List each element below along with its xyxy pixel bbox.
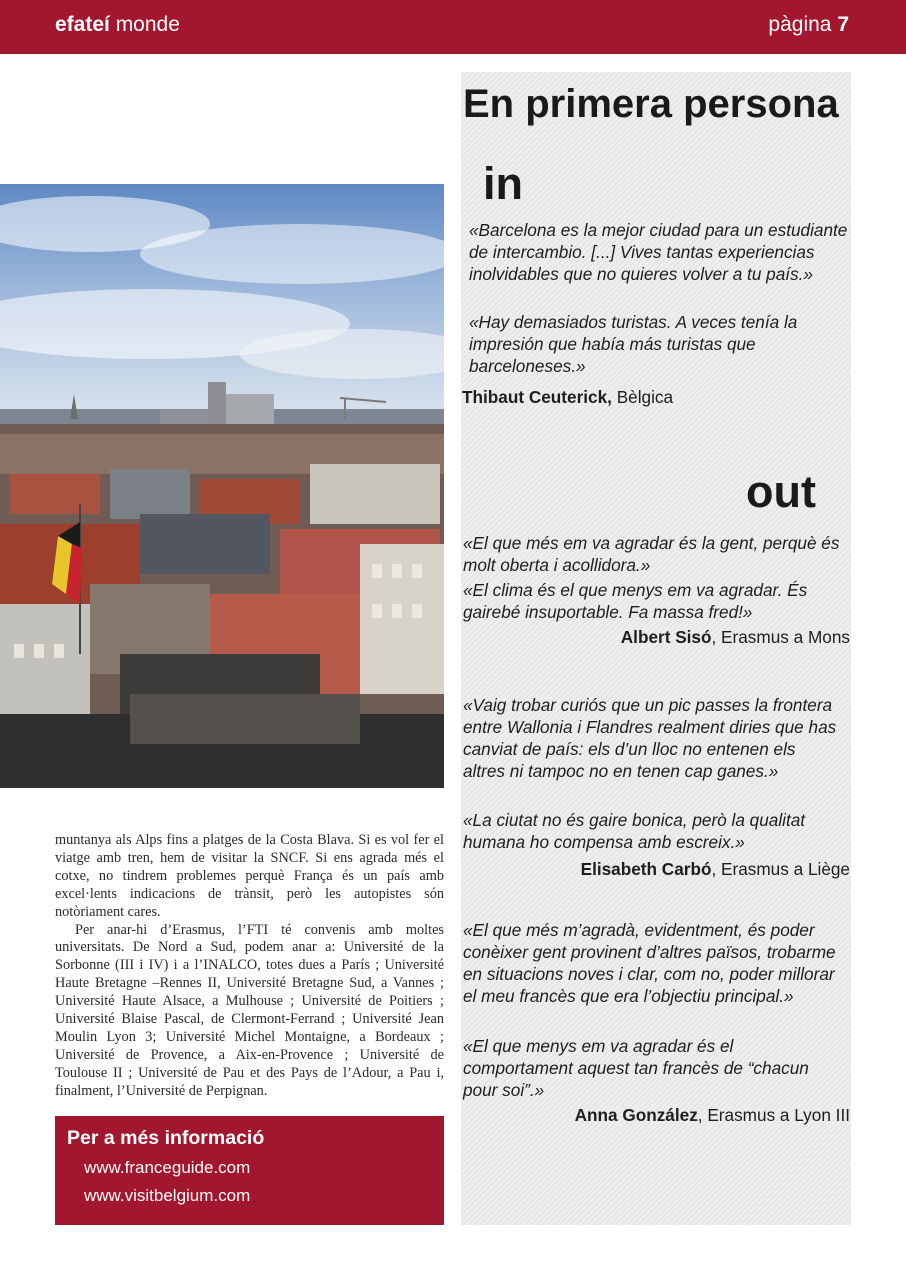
sidebar-heading: En primera persona xyxy=(463,82,839,126)
city-photo xyxy=(0,184,444,788)
quote: «El que menys em va agradar és el comportament aquest tan francès de “chacun pour soi”.» xyxy=(463,1036,809,1100)
brand-bold: efateí xyxy=(55,13,110,36)
more-info-title: Per a més informació xyxy=(67,1127,265,1149)
author-name: Anna González xyxy=(574,1105,698,1125)
testimonials-sidebar xyxy=(461,72,851,1225)
section-out-label: out xyxy=(746,466,816,517)
page-number xyxy=(768,13,849,37)
page-number-value: 7 xyxy=(837,13,849,36)
article-paragraph: Per anar-hi d’Erasmus, l’FTI té convenis amb moltes universitats. De Nord a Sud, podem anar a: Université de la Sorbonne (III i IV) i a l’INALCO, totes dues a París ; Université Haute Bretagne –Rennes II, Université Bretagne Sud, a Vannes ; Université Haute Alsace, a Mulhouse ; Université de Poitiers ; Université Blaise Pascal, de Clermont-Ferrand ; Université Jean Moulin Lyon 3; Université Michel Montaigne, a Bordeaux ; Université de Provence, a Aix-en-Provence ; Université de Toulouse II ; Université de Pau et des Pays de l’Adour, a Pau i, finalment, l’Université de Perpignan. xyxy=(55,921,444,1099)
quote: «Barcelona es la mejor ciudad para un estudiante de intercambio. [...] Vives tantas experiencias inolvidables que no quieres volver a tu país.» xyxy=(469,220,848,284)
author-name: Elisabeth Carbó xyxy=(580,859,712,879)
author-name: Thibaut Ceuterick, xyxy=(462,387,612,407)
author-detail: , Erasmus a Mons xyxy=(711,627,850,647)
quote-author xyxy=(621,627,850,648)
link-visitbelgium[interactable]: www.visitbelgium.com xyxy=(84,1186,251,1205)
quote: «El que més em va agradar és la gent, perquè és molt oberta i acollidora.» xyxy=(463,533,840,575)
author-name: Albert Sisó xyxy=(620,627,712,647)
quote-author xyxy=(462,387,673,408)
brand-rest: monde xyxy=(109,13,180,36)
page-label: pàgina xyxy=(768,13,838,36)
quote-author xyxy=(575,1105,850,1126)
quote: «Hay demasiados turistas. A veces tenía la impresión que había más turistas que barceloneses.» xyxy=(469,312,798,376)
quote: «El que més m’agradà, evidentment, és poder conèixer gent provinent d’altres països, trobarme en situacions noves i clar, com no, poder millorar el meu francès que era l’objectiu principal.» xyxy=(463,920,836,1006)
quote: «Vaig trobar curiós que un pic passes la frontera entre Wallonia i Flandres realment diries que has canviat de país: els d’un lloc no entenen els altres ni tampoc no en tenen cap ganes.» xyxy=(463,695,837,781)
article-paragraph: muntanya als Alps fins a platges de la Costa Blava. Si es vol fer el viatge amb tren, hem de visitar la SNCF. Si ens agrada més el cotxe, no tindrem problemes perquè França és un país amb excel·lents indicacions de trànsit, però les autopistes són notòriament cares. xyxy=(55,832,444,920)
more-info-box xyxy=(55,1116,444,1225)
article-body xyxy=(55,832,444,1101)
author-detail: Bèlgica xyxy=(611,387,674,407)
quote-author xyxy=(581,859,850,880)
author-detail: , Erasmus a Liège xyxy=(711,859,850,879)
author-detail: , Erasmus a Lyon III xyxy=(697,1105,850,1125)
page-header xyxy=(0,0,906,54)
quote: «La ciutat no és gaire bonica, però la qualitat humana ho compensa amb escreix.» xyxy=(463,810,806,852)
link-franceguide[interactable]: www.franceguide.com xyxy=(84,1158,251,1177)
magazine-title xyxy=(55,13,180,37)
quote: «El clima és el que menys em va agradar. És gairebé insuportable. Fa massa fred!» xyxy=(463,580,808,622)
section-in-label: in xyxy=(483,158,523,209)
